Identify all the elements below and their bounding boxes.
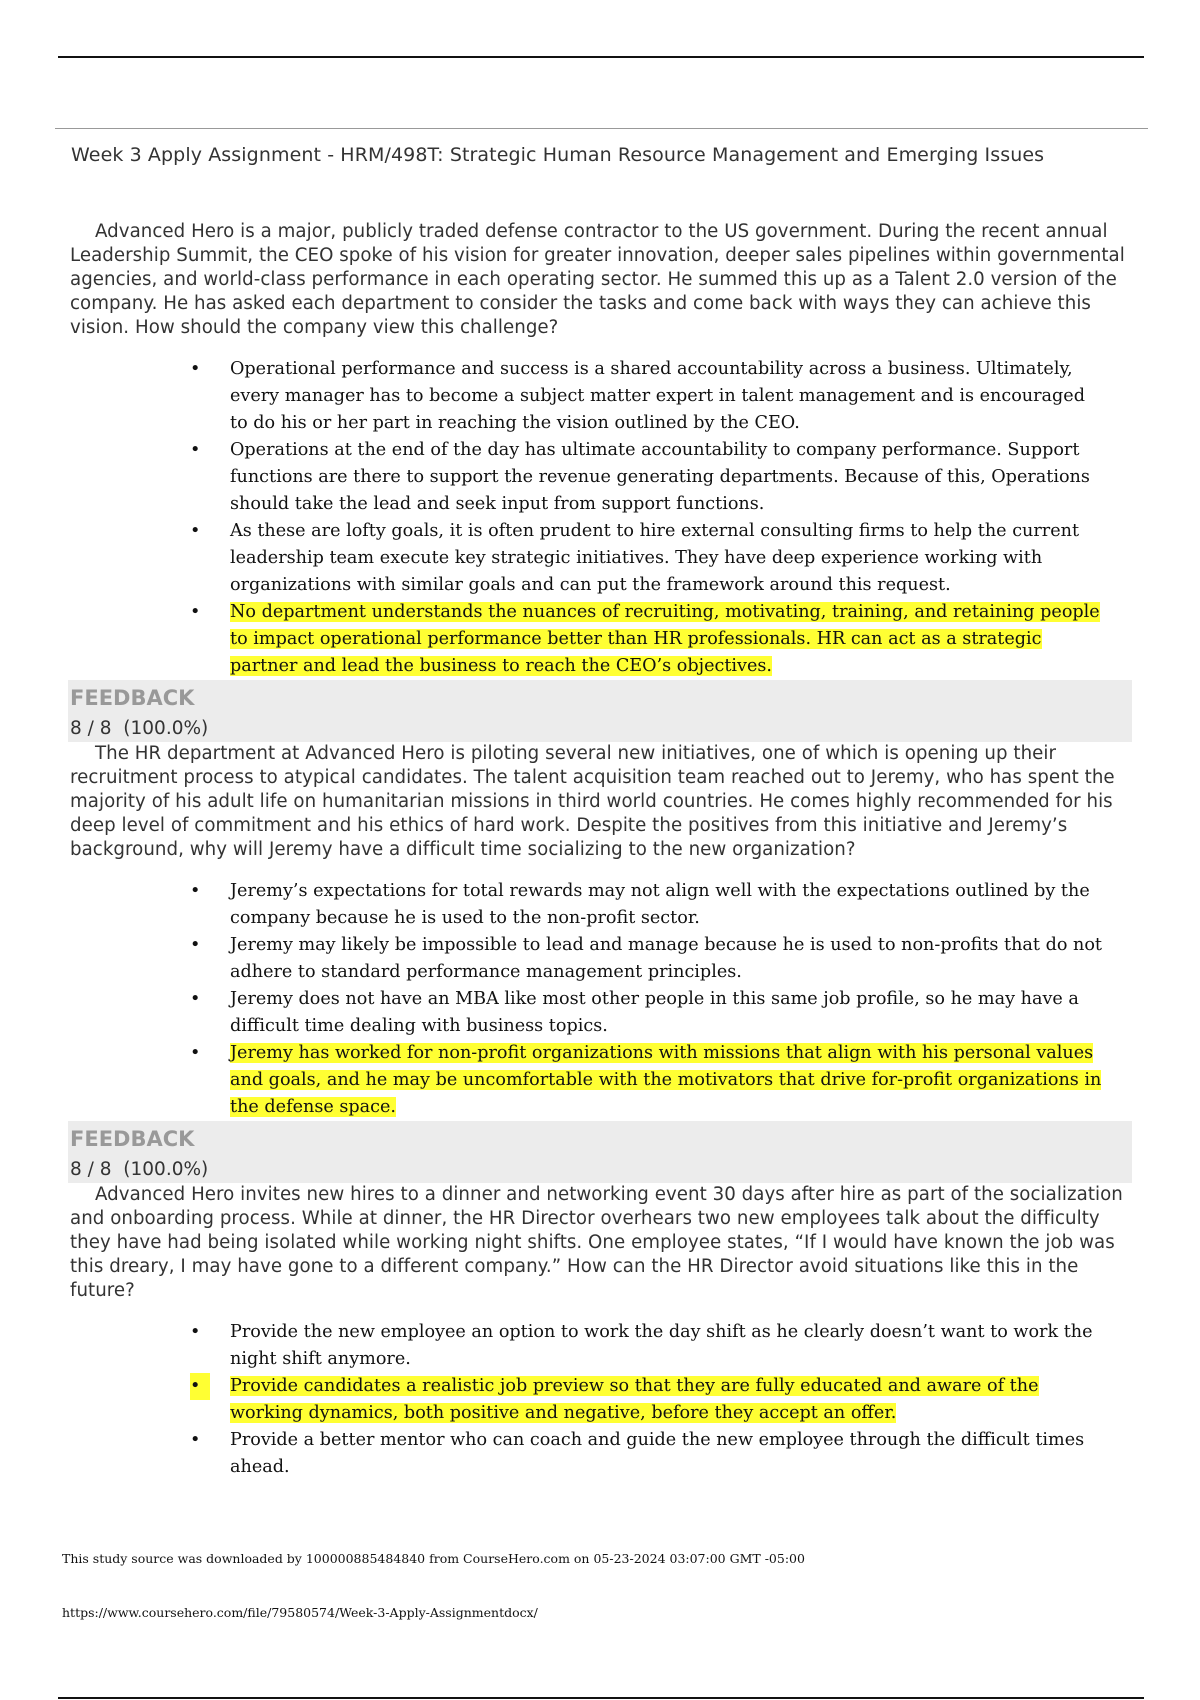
answer-list [70,356,1132,680]
bottom-rule [58,1697,1144,1699]
question-text: Advanced Hero is a major, publicly traded defense contractor to the US government. During the recent annual Leadership Summit, the CEO spoke of his vision for greater innovation, deeper sales pipelines within governmental agencies, and world-class performance in each operating sector. He summed this up as a Talent 2.0 version of the company. He has asked each department to consider the tasks and come back with ways they can achieve this vision. How should the company view this challenge? [70,221,1125,338]
answer-list [70,878,1132,1121]
answer-option[interactable]: • Provide a better mentor who can coach and guide the new employee through the difficult times ahead. [190,1430,1085,1477]
feedback-box [68,680,1132,742]
question-text: The HR department at Advanced Hero is piloting several new initiatives, one of which is opening up their recruitment process to atypical candidates. The talent acquisition team reached out to Jeremy, who has spent the majority of his adult life on humanitarian missions in third world countries. He comes highly recommended for his deep level of commitment and his ethics of hard work. Despite the positives from this initiative and Jeremy’s background, why will Jeremy have a difficult time socializing to the new organization? [70,743,1115,860]
score: 8 / 8 (100.0%) [70,1159,209,1180]
answer-option[interactable]: • Provide the new employee an option to work the day shift as he clearly doesn’t want to work the night shift anymore. [190,1322,1093,1369]
feedback-label: FEEDBACK [70,1127,195,1151]
question-block [70,220,1132,742]
answer-option[interactable]: • Operational performance and success is a shared accountability across a business. Ultimately, every manager has to become a subject matter expert in talent management and is encouraged to do his or her part in reaching the vision outlined by the CEO. [190,359,1085,433]
answer-option-selected[interactable]: • Jeremy has worked for non-profit organizations with missions that align with his personal values and goals, and he may be uncomfortable with the motivators that drive for-profit organizations in the defense space. [190,1043,1102,1117]
question-block [70,742,1132,1183]
answer-option[interactable]: • As these are lofty goals, it is often prudent to hire external consulting firms to help the current leadership team execute key strategic initiatives. They have deep experience working with organizations with similar goals and can put the framework around this request. [190,521,1080,595]
question-text: Advanced Hero invites new hires to a dinner and networking event 30 days after hire as part of the socialization and onboarding process. While at dinner, the HR Director overhears two new employees talk about the difficulty they have had being isolated while working night shifts. One employee states, “If I would have known the job was this dreary, I may have gone to a different company.” How can the HR Director avoid situations like this in the future? [70,1184,1123,1301]
title-rule [55,128,1148,129]
question-block [70,1183,1132,1481]
top-rule [58,56,1144,58]
answer-option[interactable]: • Operations at the end of the day has ultimate accountability to company performance. Support functions are there to support the revenue generating departments. Because of this, Operations should take the lead and seek input from support functions. [190,440,1090,514]
answer-option[interactable]: • Jeremy may likely be impossible to lead and manage because he is used to non-profits that do not adhere to standard performance management principles. [190,935,1103,982]
source-url[interactable]: https://www.coursehero.com/file/79580574/Week-3-Apply-Assignmentdocx/ [62,1605,538,1620]
answer-option[interactable]: • Jeremy does not have an MBA like most other people in this same job profile, so he may have a difficult time dealing with business topics. [190,989,1079,1036]
feedback-label: FEEDBACK [70,686,195,710]
source-note: This study source was downloaded by 100000885484840 from CourseHero.com on 05-23-2024 03:07:00 GMT -05:00 [62,1551,805,1566]
score: 8 / 8 (100.0%) [70,718,209,739]
answer-list [70,1319,1132,1481]
feedback-box [68,1121,1132,1183]
document-body [70,220,1132,1481]
document-title: Week 3 Apply Assignment - HRM/498T: Strategic Human Resource Management and Emerging Issues [71,144,1045,166]
answer-option[interactable]: • Jeremy’s expectations for total rewards may not align well with the expectations outlined by the company because he is used to the non-profit sector. [190,881,1090,928]
answer-option-selected[interactable]: • Provide candidates a realistic job preview so that they are fully educated and aware of the working dynamics, both positive and negative, before they accept an offer. [70,1373,1132,1427]
answer-option-selected[interactable]: • No department understands the nuances of recruiting, motivating, training, and retaining people to impact operational performance better than HR professionals. HR can act as a strategic partner and lead the business to reach the CEO’s objectives. [190,602,1100,676]
